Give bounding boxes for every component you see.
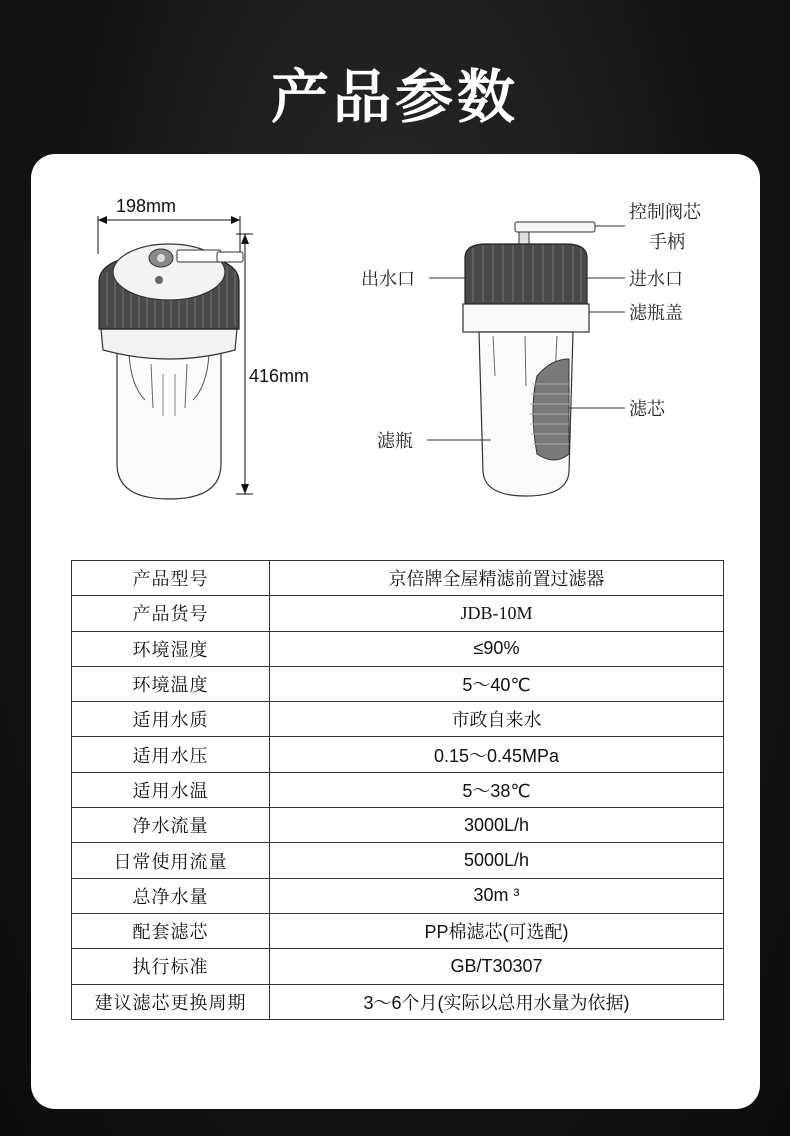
bottle-label: 滤瓶 — [377, 431, 413, 452]
height-dimension-label: 416mm — [249, 366, 310, 386]
spec-row — [72, 843, 724, 878]
product-diagram — [31, 154, 760, 554]
spec-row — [72, 666, 724, 701]
spec-row — [72, 949, 724, 984]
spec-label: 适用水温 — [72, 772, 270, 807]
spec-value: ≤90% — [270, 631, 724, 666]
spec-label: 适用水压 — [72, 737, 270, 772]
spec-value: 0.15～0.45MPa — [270, 737, 724, 772]
spec-value: 5～38℃ — [270, 772, 724, 807]
front-view — [98, 196, 309, 499]
spec-value: 京倍牌全屋精滤前置过滤器 — [270, 561, 724, 596]
spec-value: 30m ³ — [270, 878, 724, 913]
spec-label: 日常使用流量 — [72, 843, 270, 878]
inlet-label: 进水口 — [629, 269, 683, 290]
spec-row — [72, 913, 724, 948]
spec-value: 5000L/h — [270, 843, 724, 878]
spec-row — [72, 596, 724, 631]
spec-row — [72, 878, 724, 913]
spec-row — [72, 631, 724, 666]
spec-label: 产品型号 — [72, 561, 270, 596]
width-dimension-label: 198mm — [116, 196, 177, 216]
side-view — [361, 202, 702, 496]
spec-row — [72, 702, 724, 737]
spec-card — [31, 154, 760, 1109]
handle-label-line2: 手柄 — [649, 232, 685, 253]
spec-table — [71, 560, 724, 1020]
spec-value: JDB-10M — [270, 596, 724, 631]
spec-label: 适用水质 — [72, 702, 270, 737]
spec-row — [72, 737, 724, 772]
spec-row — [72, 772, 724, 807]
spec-value: 5～40℃ — [270, 666, 724, 701]
spec-value: 市政自来水 — [270, 702, 724, 737]
spec-label: 产品货号 — [72, 596, 270, 631]
spec-row — [72, 808, 724, 843]
handle-label-line1: 控制阀芯 — [629, 202, 701, 223]
spec-label: 净水流量 — [72, 808, 270, 843]
cartridge-label: 滤芯 — [629, 399, 665, 420]
spec-value: 3～6个月(实际以总用水量为依据) — [270, 984, 724, 1019]
spec-value: GB/T30307 — [270, 949, 724, 984]
spec-label: 环境湿度 — [72, 631, 270, 666]
spec-label: 环境温度 — [72, 666, 270, 701]
outlet-label: 出水口 — [361, 269, 415, 290]
spec-label: 总净水量 — [72, 878, 270, 913]
spec-label: 配套滤芯 — [72, 913, 270, 948]
page-title: 产品参数 — [270, 63, 519, 131]
cap-label: 滤瓶盖 — [629, 303, 683, 324]
spec-label: 建议滤芯更换周期 — [72, 984, 270, 1019]
spec-value: PP棉滤芯(可选配) — [270, 913, 724, 948]
spec-row — [72, 984, 724, 1019]
spec-row — [72, 561, 724, 596]
spec-value: 3000L/h — [270, 808, 724, 843]
spec-label: 执行标准 — [72, 949, 270, 984]
